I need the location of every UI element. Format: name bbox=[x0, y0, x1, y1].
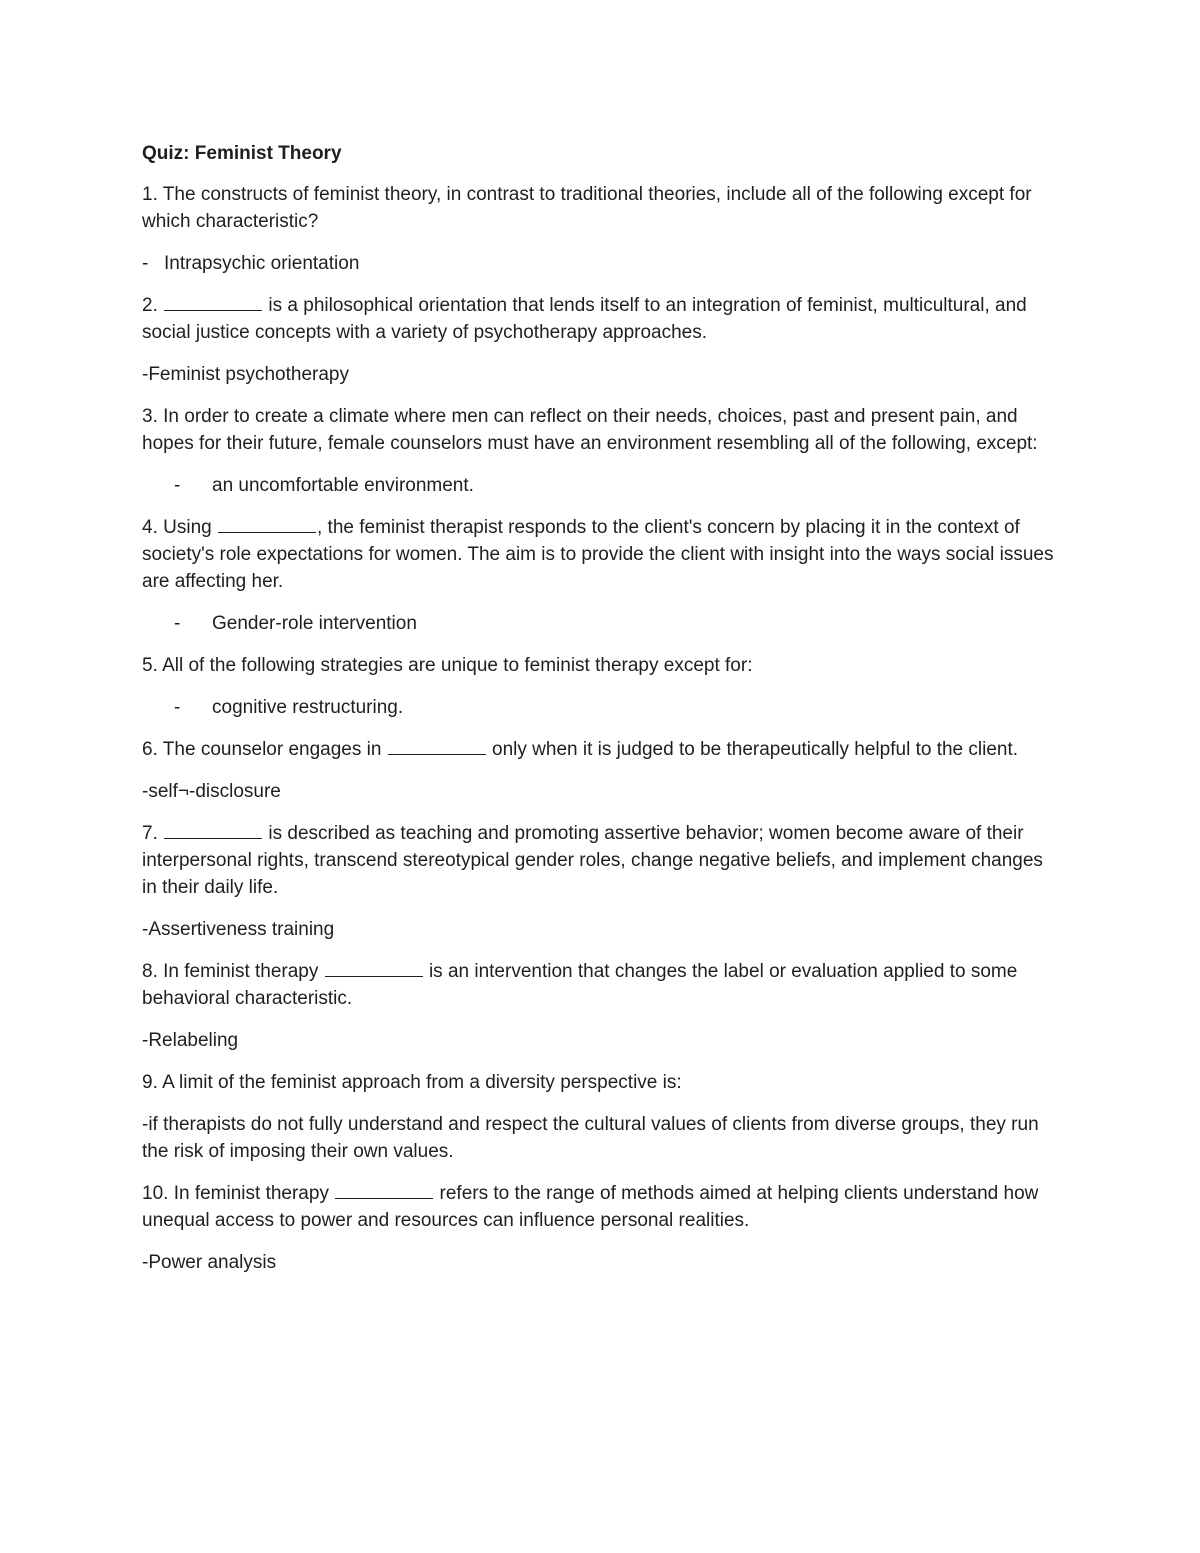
question-text: A limit of the feminist approach from a diversity perspective is: bbox=[162, 1072, 682, 1093]
question-text: The constructs of feminist theory, in contrast to traditional theories, include all of the following except for which characteristic? bbox=[142, 184, 1032, 232]
answer-text: an uncomfortable environment. bbox=[212, 475, 474, 496]
question-6 bbox=[142, 736, 1062, 763]
question-7 bbox=[142, 820, 1062, 901]
answer-7: -Assertiveness training bbox=[142, 919, 335, 940]
answer-3 bbox=[142, 472, 1062, 499]
fill-in-blank bbox=[218, 516, 316, 533]
answer-dash: - bbox=[174, 697, 181, 718]
question-1 bbox=[142, 181, 1062, 235]
question-text: In feminist therapy bbox=[173, 1183, 329, 1204]
question-text: The counselor engages in bbox=[162, 739, 382, 760]
question-text: Using bbox=[163, 517, 212, 538]
question-number: 10. bbox=[142, 1183, 169, 1204]
question-number: 3. bbox=[142, 406, 158, 427]
fill-in-blank bbox=[325, 960, 423, 977]
fill-in-blank bbox=[164, 294, 262, 311]
fill-in-blank bbox=[388, 738, 486, 755]
question-text: In feminist therapy bbox=[163, 961, 319, 982]
question-3 bbox=[142, 403, 1062, 457]
question-number: 1. bbox=[142, 184, 158, 205]
document-page bbox=[142, 140, 1062, 1291]
question-number: 6. bbox=[142, 739, 158, 760]
page-title: Quiz: Feminist Theory bbox=[142, 143, 342, 164]
answer-dash: - bbox=[174, 475, 181, 496]
answer-6: -self¬-disclosure bbox=[142, 781, 281, 802]
question-text: is an intervention that changes the label or evaluation applied to some behavioral characteristic. bbox=[142, 961, 1018, 1009]
answer-2: -Feminist psychotherapy bbox=[142, 364, 349, 385]
question-9 bbox=[142, 1069, 1062, 1096]
answer-text: Intrapsychic orientation bbox=[164, 253, 360, 274]
question-number: 4. bbox=[142, 517, 158, 538]
question-number: 9. bbox=[142, 1072, 158, 1093]
question-number: 7. bbox=[142, 823, 158, 844]
question-text: In order to create a climate where men can reflect on their needs, choices, past and present pain, and hopes for their future, female counselors must have an environment resembling all of the following, except: bbox=[142, 406, 1038, 454]
question-text: is described as teaching and promoting assertive behavior; women become aware of their interpersonal rights, transcend stereotypical gender roles, change negative beliefs, and implement changes in their daily life. bbox=[142, 823, 1043, 898]
answer-10: -Power analysis bbox=[142, 1252, 277, 1273]
question-10 bbox=[142, 1180, 1062, 1234]
question-4 bbox=[142, 514, 1062, 595]
question-5 bbox=[142, 652, 1062, 679]
question-text: is a philosophical orientation that lends itself to an integration of feminist, multicultural, and social justice concepts with a variety of psychotherapy approaches. bbox=[142, 295, 1027, 343]
answer-8: -Relabeling bbox=[142, 1030, 239, 1051]
answer-4 bbox=[142, 610, 1062, 637]
answer-text: cognitive restructuring. bbox=[212, 697, 404, 718]
answer-dash: - bbox=[174, 613, 181, 634]
answer-9: -if therapists do not fully understand and respect the cultural values of clients from diverse groups, they run the risk of imposing their own values. bbox=[142, 1114, 1039, 1162]
answer-1 bbox=[142, 250, 1062, 277]
fill-in-blank bbox=[335, 1182, 433, 1199]
question-text: , the feminist therapist responds to the client's concern by placing it in the context of society's role expectations for women. The aim is to provide the client with insight into the ways social issues are affecting her. bbox=[142, 517, 1054, 592]
question-text: All of the following strategies are unique to feminist therapy except for: bbox=[162, 655, 753, 676]
fill-in-blank bbox=[164, 822, 262, 839]
question-8 bbox=[142, 958, 1062, 1012]
answer-dash: - bbox=[142, 253, 149, 274]
question-2 bbox=[142, 292, 1062, 346]
answer-5 bbox=[142, 694, 1062, 721]
question-text: refers to the range of methods aimed at helping clients understand how unequal access to power and resources can influence personal realities. bbox=[142, 1183, 1039, 1231]
question-number: 2. bbox=[142, 295, 158, 316]
question-number: 8. bbox=[142, 961, 158, 982]
question-number: 5. bbox=[142, 655, 158, 676]
question-text: only when it is judged to be therapeutically helpful to the client. bbox=[492, 739, 1019, 760]
answer-text: Gender-role intervention bbox=[212, 613, 417, 634]
